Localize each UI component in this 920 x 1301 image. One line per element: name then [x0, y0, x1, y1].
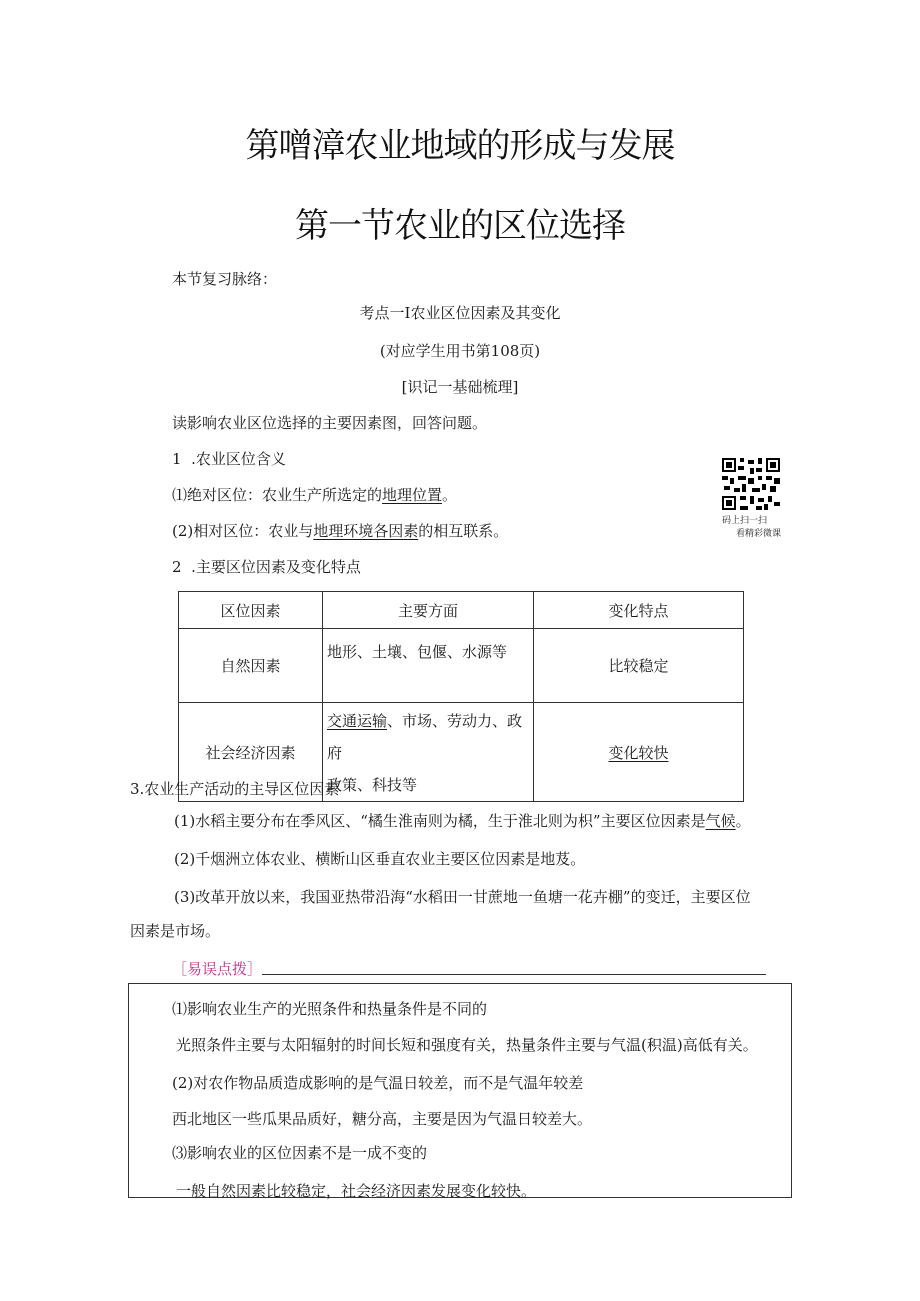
socioeconomic-change-cell [534, 703, 744, 802]
absolute-prefix: ⑴绝对区位：农业生产所选定的 [172, 486, 383, 504]
subsection-label: [识记一基础梳理] [401, 378, 519, 396]
page-reference: (对应学生用书第108页) [379, 342, 541, 360]
relative-suffix: 的相互联系。 [418, 522, 509, 540]
natural-factor-cell: 自然因素 [179, 629, 323, 703]
socioeconomic-aspects-cell [323, 703, 534, 802]
header-change: 变化特点 [534, 592, 744, 629]
absolute-location-line [172, 484, 457, 505]
tip-line-2: 光照条件主要与太阳辐射的时间长短和强度有关，热量条件主要与气温(积温)高低有关。 [176, 1036, 758, 1054]
tips-label: ［易误点拨］ [172, 960, 263, 978]
item3-paragraph3-line2: 因素是市场。 [130, 922, 221, 940]
tip-line-3: (2)对农作物品质造成影响的是气温日较差，而不是气温年较差 [172, 1074, 584, 1092]
tip-line-6: 一般自然因素比较稳定，社会经济因素发展变化较快。 [176, 1182, 537, 1200]
aspects-rest: 、市场、劳动力、政府 [327, 712, 523, 762]
relative-answer: 地理环境各因素 [313, 522, 419, 540]
item3-paragraph2: (2)千烟洲立体农业、横断山区垂直农业主要区位因素是地芨。 [174, 850, 586, 868]
review-label: 本节复习脉络： [172, 270, 278, 288]
tip-line-1: ⑴影响农业生产的光照条件和热量条件是不同的 [172, 1000, 488, 1018]
chapter-title: 第噌漳农业地域的形成与发展 [245, 126, 675, 166]
socioeconomic-factor-cell: 社会经济因素 [179, 703, 323, 802]
qr-caption-line1: 码上扫一扫 [722, 516, 768, 526]
qr-code-icon[interactable] [722, 458, 780, 510]
tip-line-4: 西北地区一些瓜果品质好，糖分高，主要是因为气温日较差大。 [172, 1110, 593, 1128]
p1-prefix: (1)水稻主要分布在季风区、“橘生淮南则为橘，生于淮北则为枳”主要区位因素是 [174, 812, 706, 830]
location-factors-table [178, 591, 744, 802]
relative-location-line [172, 520, 508, 541]
item3-paragraph1 [174, 810, 751, 831]
natural-aspects-cell: 地形、土壤、包偃、水源等 [323, 629, 534, 703]
item2-heading: 2 .主要区位因素及变化特点 [172, 558, 361, 576]
change-answer: 变化较快 [608, 743, 669, 762]
table-header-row [179, 592, 744, 629]
item3-heading: 3.农业生产活动的主导区位因素 [130, 780, 340, 798]
section-title: 第一节农业的区位选择 [295, 206, 625, 246]
absolute-suffix: 。 [442, 486, 458, 504]
p1-answer: 气候 [705, 812, 736, 830]
aspects-line2: 政策、科技等 [327, 776, 418, 794]
natural-change-cell: 比较稳定 [534, 629, 744, 703]
item1-heading: 1 .农业区位含义 [172, 450, 286, 468]
header-aspects: 主要方面 [323, 592, 534, 629]
tips-rule [262, 974, 766, 975]
item3-paragraph3-line1: (3)改革开放以来，我国亚热带沿海“水稻田一甘蔗地一鱼塘一花卉棚”的变迁，主要区位 [174, 888, 751, 906]
relative-prefix: (2)相对区位：农业与 [172, 522, 314, 540]
p1-suffix: 。 [735, 812, 751, 830]
header-factor: 区位因素 [179, 592, 323, 629]
qr-caption-line2: 看精彩微课 [736, 529, 782, 539]
table-row [179, 629, 744, 703]
absolute-answer: 地理位置 [382, 486, 443, 504]
tip-line-5: ⑶影响农业的区位因素不是一成不变的 [172, 1144, 428, 1162]
instruction-text: 读影响农业区位选择的主要因素图，回答问题。 [172, 414, 488, 432]
aspects-answer: 交通运输 [327, 712, 388, 730]
topic-heading: 考点一I农业区位因素及其变化 [359, 304, 561, 322]
